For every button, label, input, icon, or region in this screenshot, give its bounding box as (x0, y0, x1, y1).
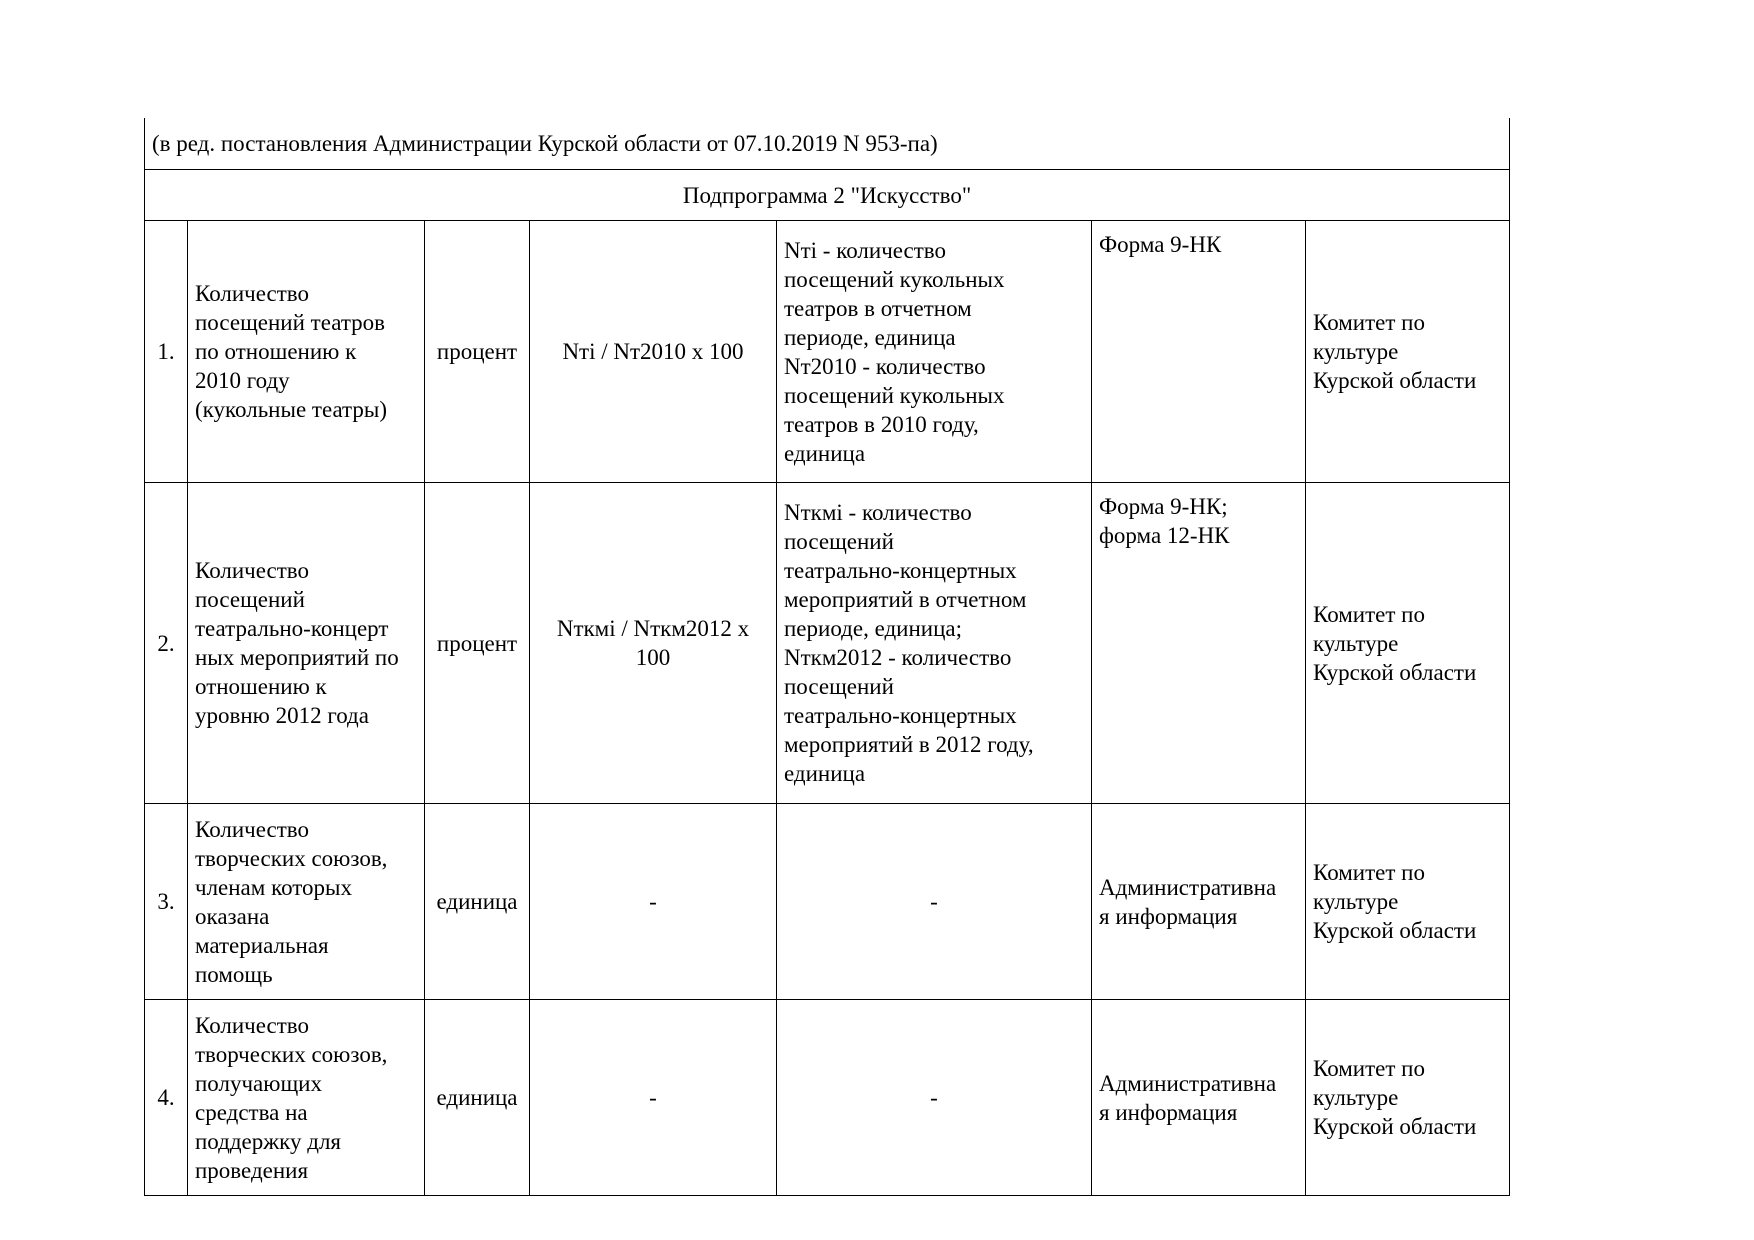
indicator-line: творческих союзов, (195, 1041, 388, 1067)
table-row (145, 221, 1510, 483)
definition-line: Nтi - количество (784, 237, 947, 263)
indicator-name (188, 483, 425, 804)
table-row (145, 1000, 1510, 1196)
indicator-line: материальная (195, 932, 329, 958)
definition-line: посещений кукольных (784, 266, 1005, 292)
definition-line: театрально-концертных (784, 703, 1017, 728)
data-source (1092, 804, 1306, 1000)
source-line: Административна (1099, 1070, 1277, 1096)
table-row (145, 483, 1510, 804)
responsible-line: Курской области (1313, 368, 1477, 393)
indicator-line: уровню 2012 года (195, 703, 369, 728)
responsible-body (1306, 1000, 1510, 1196)
indicator-line: поддержку для (195, 1128, 342, 1154)
definition-line: периоде, единица (784, 324, 956, 350)
calculation-formula (530, 1000, 777, 1196)
indicator-line: (кукольные театры) (195, 397, 387, 422)
unit-of-measure: единица (425, 804, 530, 1000)
definition-line: - (930, 889, 938, 914)
indicator-name (188, 804, 425, 1000)
data-source (1092, 483, 1306, 804)
indicator-name (188, 1000, 425, 1196)
unit-of-measure: процент (425, 221, 530, 483)
responsible-line: Комитет по (1313, 1056, 1425, 1081)
row-number: 2. (145, 483, 188, 804)
indicator-line: получающих (195, 1070, 322, 1096)
definition-line: Nткм2012 - количество (784, 645, 1012, 670)
row-number: 1. (145, 221, 188, 483)
indicator-line: членам которых (195, 874, 352, 900)
indicator-line: проведения (195, 1157, 309, 1183)
indicator-line: Количество (195, 281, 309, 306)
unit-of-measure: процент (425, 483, 530, 804)
amendment-note-row (145, 118, 1510, 170)
indicator-definition (777, 221, 1092, 483)
indicator-line: творческих союзов, (195, 845, 388, 871)
formula-line: Nткмi / Nткм2012 x (556, 616, 750, 641)
responsible-line: Курской области (1313, 659, 1477, 685)
definition-line: Nткмi - количество (784, 500, 972, 525)
subprogram-title-text: Подпрограмма 2 "Искусство" (682, 182, 972, 208)
definition-line: мероприятий в 2012 году, (784, 732, 1034, 757)
indicator-line: ных мероприятий по (195, 645, 399, 670)
definition-line: театрально-концертных (784, 558, 1017, 583)
source-line: я информация (1099, 903, 1238, 929)
formula-line: Nтi / Nт2010 x 100 (562, 339, 744, 364)
responsible-line: Комитет по (1313, 601, 1425, 627)
table-row (145, 804, 1510, 1000)
indicator-definition (777, 1000, 1092, 1196)
definition-line: посещений (784, 529, 894, 554)
responsible-line: Курской области (1313, 1114, 1477, 1139)
responsible-line: культуре (1313, 889, 1399, 914)
indicator-line: отношению к (195, 674, 327, 699)
definition-line: Nт2010 - количество (784, 353, 986, 379)
calculation-formula (530, 804, 777, 1000)
formula-line: 100 (635, 645, 671, 670)
indicator-line: оказана (195, 903, 270, 929)
data-source (1092, 221, 1306, 483)
source-line: форма 12-НК (1099, 523, 1230, 548)
subprogram-title (145, 170, 1510, 221)
definition-line: посещений кукольных (784, 382, 1005, 408)
calculation-formula (530, 483, 777, 804)
responsible-line: Комитет по (1313, 860, 1425, 885)
definition-line: мероприятий в отчетном (784, 587, 1027, 612)
responsible-line: Курской области (1313, 918, 1477, 943)
amendment-note (145, 118, 1510, 170)
indicator-definition (777, 804, 1092, 1000)
subprogram-row (145, 170, 1510, 221)
responsible-line: культуре (1313, 339, 1399, 364)
indicator-line: помощь (195, 961, 273, 987)
indicators-table (144, 118, 1510, 1196)
responsible-body (1306, 221, 1510, 483)
source-line: Форма 9-НК; (1099, 494, 1228, 519)
indicator-line: Количество (195, 1012, 309, 1038)
indicator-line: Количество (195, 558, 309, 583)
definition-line: театров в 2010 году, (784, 411, 979, 437)
source-line: я информация (1099, 1099, 1238, 1125)
indicator-line: средства на (195, 1099, 308, 1125)
unit-of-measure: единица (425, 1000, 530, 1196)
responsible-body (1306, 483, 1510, 804)
row-number: 3. (145, 804, 188, 1000)
calculation-formula (530, 221, 777, 483)
definition-line: единица (784, 440, 866, 466)
definition-line: - (930, 1085, 938, 1110)
indicator-line: театрально-концерт (195, 616, 389, 641)
definition-line: посещений (784, 674, 894, 699)
definition-line: периоде, единица; (784, 616, 963, 641)
source-line: Административна (1099, 874, 1277, 900)
indicator-line: посещений театров (195, 310, 386, 335)
indicator-line: 2010 году (195, 368, 290, 393)
amendment-note-text: (в ред. постановления Администрации Курской области от 07.10.2019 N 953-па) (152, 131, 938, 156)
responsible-line: Комитет по (1313, 310, 1425, 335)
formula-line: - (649, 889, 657, 914)
definition-line: единица (784, 761, 866, 786)
responsible-line: культуре (1313, 630, 1399, 656)
definition-line: театров в отчетном (784, 295, 972, 321)
responsible-line: культуре (1313, 1085, 1399, 1110)
indicator-definition (777, 483, 1092, 804)
data-source (1092, 1000, 1306, 1196)
indicator-line: Количество (195, 816, 309, 842)
indicator-line: посещений (195, 587, 305, 612)
source-line: Форма 9-НК (1099, 232, 1222, 257)
indicator-name (188, 221, 425, 483)
row-number: 4. (145, 1000, 188, 1196)
responsible-body (1306, 804, 1510, 1000)
indicator-line: по отношению к (195, 339, 357, 364)
formula-line: - (649, 1085, 657, 1110)
